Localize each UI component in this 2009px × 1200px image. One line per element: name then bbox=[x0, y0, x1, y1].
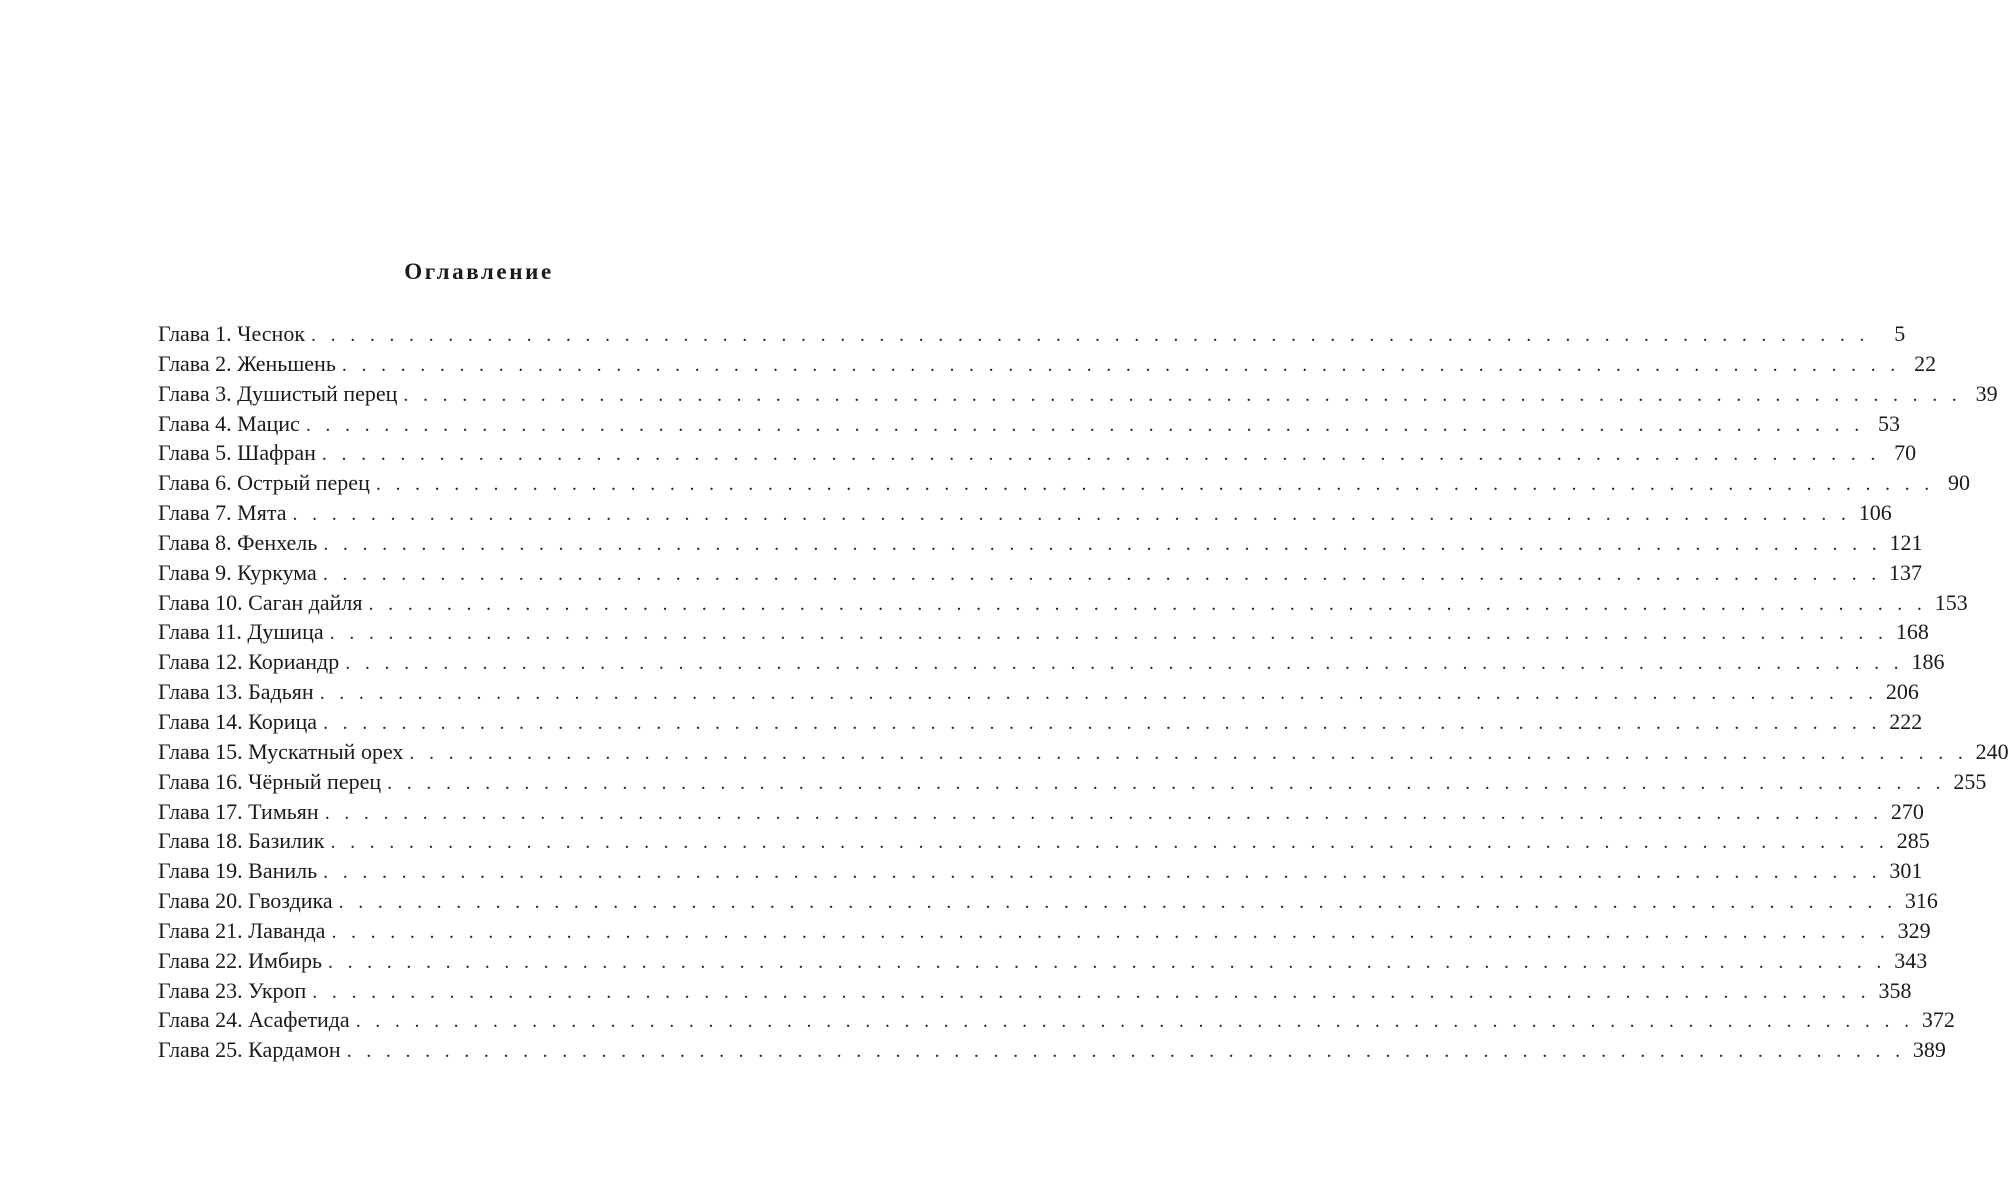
toc-entry bbox=[158, 438, 1917, 468]
toc-entry-label: Глава 4. Мацис bbox=[158, 410, 300, 436]
toc-list bbox=[158, 319, 2009, 1065]
toc-dot-leader: . . . . . . . . . . . . . . . . . . . . . . . . . . . . . . . . . . . . . . . . . . . . . . . . . . . . . . . . . . . . . . . . . . . . . . . . . . . . . . . . bbox=[329, 622, 1888, 645]
toc-dot-leader: . . . . . . . . . . . . . . . . . . . . . . . . . . . . . . . . . . . . . . . . . . . . . . . . . . . . . . . . . . . . . . . . . . . . . . . . . . . . . . . . bbox=[327, 950, 1887, 973]
toc-entry bbox=[158, 498, 1892, 528]
toc-dot-leader: . . . . . . . . . . . . . . . . . . . . . . . . . . . . . . . . . . . . . . . . . . . . . . . . . . . . . . . . . . . . . . . . . . . . . . . . . . . . . . . . bbox=[338, 891, 1897, 914]
toc-entry-label: Глава 2. Женьшень bbox=[158, 350, 336, 376]
toc-entry bbox=[158, 1035, 1946, 1065]
toc-entry bbox=[158, 468, 1971, 498]
toc-entry-label: Глава 18. Базилик bbox=[158, 828, 325, 854]
toc-dot-leader: . . . . . . . . . . . . . . . . . . . . . . . . . . . . . . . . . . . . . . . . . . . . . . . . . . . . . . . . . . . . . . . . . . . . . . . . . . . . . . . . bbox=[292, 503, 1851, 526]
toc-entry-page-number: 206 bbox=[1885, 679, 1919, 705]
toc-entry bbox=[158, 767, 1987, 797]
toc-entry-label: Глава 1. Чеснок bbox=[158, 321, 306, 346]
toc-entry-label: Глава 10. Саган дайля bbox=[158, 589, 363, 615]
toc-entry-page-number: 343 bbox=[1894, 947, 1928, 973]
toc-dot-leader: . . . . . . . . . . . . . . . . . . . . . . . . . . . . . . . . . . . . . . . . . . . . . . . . . . . . . . . . . . . . . . . . . . . . . . . . . . . . . . . . bbox=[346, 1040, 1905, 1063]
toc-entry bbox=[158, 558, 1923, 588]
toc-entry bbox=[158, 319, 1906, 349]
toc-entry-label: Глава 12. Кориандр bbox=[158, 649, 340, 675]
toc-entry-page-number: 329 bbox=[1897, 917, 1931, 943]
toc-dot-leader: . . . . . . . . . . . . . . . . . . . . . . . . . . . . . . . . . . . . . . . . . . . . . . . . . . . . . . . . . . . . . . . . . . . . . . . . . . . . . . . . bbox=[324, 801, 1883, 824]
toc-entry bbox=[158, 826, 1930, 856]
toc-entry-label: Глава 24. Асафетида bbox=[158, 1007, 350, 1033]
toc-entry-page-number: 358 bbox=[1878, 977, 1912, 1003]
toc-title: Оглавление bbox=[404, 259, 554, 284]
toc-entry bbox=[158, 677, 1919, 707]
toc-entry-label: Глава 8. Фенхель bbox=[158, 529, 318, 555]
toc-entry-page-number: 316 bbox=[1904, 888, 1938, 914]
toc-entry-label: Глава 14. Корица bbox=[158, 708, 318, 734]
toc-dot-leader: . . . . . . . . . . . . . . . . . . . . . . . . . . . . . . . . . . . . . . . . . . . . . . . . . . . . . . . . . . . . . . . . . . . . . . . . . . . . . . . . bbox=[345, 652, 1904, 675]
toc-entry bbox=[158, 588, 1968, 618]
toc-dot-leader: . . . . . . . . . . . . . . . . . . . . . . . . . . . . . . . . . . . . . . . . . . . . . . . . . . . . . . . . . . . . . . . . . . . . . . . . . . . . . . . . bbox=[331, 920, 1890, 943]
toc-entry-label: Глава 3. Душистый перец bbox=[158, 380, 398, 406]
toc-entry-page-number: 106 bbox=[1858, 500, 1892, 526]
toc-entry bbox=[158, 409, 1901, 439]
toc-dot-leader: . . . . . . . . . . . . . . . . . . . . . . . . . . . . . . . . . . . . . . . . . . . . . . . . . . . . . . . . . . . . . . . . . . . . . . . . . . . . . . . . bbox=[375, 473, 1935, 496]
toc-entry-page-number: 372 bbox=[1921, 1007, 1955, 1033]
toc-entry bbox=[158, 916, 1931, 946]
toc-entry-page-number: 5 bbox=[1894, 321, 1906, 346]
toc-dot-leader: . . . . . . . . . . . . . . . . . . . . . . . . . . . . . . . . . . . . . . . . . . . . . . . . . . . . . . . . . . . . . . . . . . . . . . . . . . . . . . . . bbox=[387, 771, 1946, 794]
toc-dot-leader: . . . . . . . . . . . . . . . . . . . . . . . . . . . . . . . . . . . . . . . . . . . . . . . . . . . . . . . . . . . . . . . . . . . . . . . . . . . . . . . . bbox=[319, 682, 1878, 705]
toc-dot-leader: . . . . . . . . . . . . . . . . . . . . . . . . . . . . . . . . . . . . . . . . . . . . . . . . . . . . . . . . . . . . . . . . . . . . . . . . . . . . . . . . bbox=[312, 980, 1871, 1003]
toc-entry bbox=[158, 976, 1912, 1006]
toc-entry-label: Глава 13. Бадьян bbox=[158, 679, 314, 705]
toc-entry bbox=[158, 946, 1928, 976]
toc-dot-leader: . . . . . . . . . . . . . . . . . . . . . . . . . . . . . . . . . . . . . . . . . . . . . . . . . . . . . . . . . . . . . . . . . . . . . . . . . . . . . . . . bbox=[321, 443, 1881, 466]
toc-entry-page-number: 153 bbox=[1934, 589, 1968, 615]
toc-dot-leader: . . . . . . . . . . . . . . . . . . . . . . . . . . . . . . . . . . . . . . . . . . . . . . . . . . . . . . . . . . . . . . . . . . . . . . . . . . . . . . . . bbox=[341, 353, 1901, 376]
toc-entry-page-number: 301 bbox=[1889, 858, 1923, 884]
toc-entry-page-number: 222 bbox=[1889, 708, 1923, 734]
toc-entry-page-number: 121 bbox=[1889, 529, 1923, 555]
toc-dot-leader: . . . . . . . . . . . . . . . . . . . . . . . . . . . . . . . . . . . . . . . . . . . . . . . . . . . . . . . . . . . . . . . . . . . . . . . . . . . . . . . . bbox=[368, 592, 1927, 615]
toc-dot-leader: . . . . . . . . . . . . . . . . . . . . . . . . . . . . . . . . . . . . . . . . . . . . . . . . . . . . . . . . . . . . . . . . . . . . . . . . . . . . . . . . bbox=[323, 861, 1882, 884]
toc-entry bbox=[158, 617, 1929, 647]
toc-dot-leader: . . . . . . . . . . . . . . . . . . . . . . . . . . . . . . . . . . . . . . . . . . . . . . . . . . . . . . . . . . . . . . . . . . . . . . . . . . . . . . . . bbox=[330, 831, 1889, 854]
toc-entry bbox=[158, 737, 2009, 767]
toc-dot-leader: . . . . . . . . . . . . . . . . . . . . . . . . . . . . . . . . . . . . . . . . . . . . . . . . . . . . . . . . . . . . . . . . . . . . . . . . . . . . . . . . bbox=[323, 711, 1882, 734]
toc-entry-page-number: 53 bbox=[1878, 410, 1901, 436]
toc-entry-label: Глава 11. Душица bbox=[158, 619, 324, 645]
toc-entry-page-number: 389 bbox=[1912, 1037, 1946, 1063]
toc-entry-label: Глава 5. Шафран bbox=[158, 440, 316, 466]
toc-entry bbox=[158, 707, 1923, 737]
toc-entry-label: Глава 6. Острый перец bbox=[158, 470, 370, 496]
toc-entry-page-number: 70 bbox=[1894, 440, 1917, 466]
toc-dot-leader: . . . . . . . . . . . . . . . . . . . . . . . . . . . . . . . . . . . . . . . . . . . . . . . . . . . . . . . . . . . . . . . . . . . . . . . . . . . . . . . . bbox=[403, 383, 1962, 406]
toc-entry-page-number: 240 bbox=[1975, 738, 2009, 764]
toc-entry bbox=[158, 856, 1923, 886]
toc-entry-label: Глава 7. Мята bbox=[158, 500, 287, 526]
toc-dot-leader: . . . . . . . . . . . . . . . . . . . . . . . . . . . . . . . . . . . . . . . . . . . . . . . . . . . . . . . . . . . . . . . . . . . . . . . . . . . . . . . . bbox=[323, 532, 1882, 555]
toc-entry-page-number: 168 bbox=[1895, 619, 1929, 645]
toc-entry-label: Глава 15. Мускатный орех bbox=[158, 738, 404, 764]
toc-entry bbox=[158, 528, 1923, 558]
toc-entry bbox=[158, 379, 1998, 409]
toc-entry-page-number: 255 bbox=[1953, 768, 1987, 794]
toc-dot-leader: . . . . . . . . . . . . . . . . . . . . . . . . . . . . . . . . . . . . . . . . . . . . . . . . . . . . . . . . . . . . . . . . . . . . . . . . . . . . . . . . bbox=[322, 562, 1882, 585]
toc-entry bbox=[158, 886, 1938, 916]
toc-entry-page-number: 137 bbox=[1889, 559, 1923, 585]
toc-dot-leader: . . . . . . . . . . . . . . . . . . . . . . . . . . . . . . . . . . . . . . . . . . . . . . . . . . . . . . . . . . . . . . . . . . . . . . . . . . . . . . . . bbox=[409, 741, 1968, 764]
toc-entry-page-number: 186 bbox=[1911, 649, 1945, 675]
toc-dot-leader: . . . . . . . . . . . . . . . . . . . . . . . . . . . . . . . . . . . . . . . . . . . . . . . . . . . . . . . . . . . . . . . . . . . . . . . . . . . . . . . . bbox=[305, 413, 1865, 436]
toc-entry-label: Глава 21. Лаванда bbox=[158, 917, 326, 943]
toc-entry bbox=[158, 349, 1937, 379]
toc-entry-label: Глава 17. Тимьян bbox=[158, 798, 319, 824]
toc-entry-label: Глава 19. Ваниль bbox=[158, 858, 318, 884]
toc-entry-label: Глава 22. Имбирь bbox=[158, 947, 322, 973]
toc-dot-leader: . . . . . . . . . . . . . . . . . . . . . . . . . . . . . . . . . . . . . . . . . . . . . . . . . . . . . . . . . . . . . . . . . . . . . . . . . . . . . . . . bbox=[355, 1010, 1914, 1033]
toc-entry-label: Глава 25. Кардамон bbox=[158, 1037, 341, 1063]
toc-entry-label: Глава 23. Укроп bbox=[158, 977, 307, 1003]
toc-entry bbox=[158, 647, 1945, 677]
toc-dot-leader: . . . . . . . . . . . . . . . . . . . . . . . . . . . . . . . . . . . . . . . . . . . . . . . . . . . . . . . . . . . . . . . . . . . . . . . . . . . . . . . . bbox=[311, 324, 1870, 346]
toc-entry-page-number: 39 bbox=[1975, 380, 1998, 406]
toc-entry-page-number: 22 bbox=[1914, 350, 1937, 376]
toc-entry-page-number: 285 bbox=[1896, 828, 1930, 854]
toc-entry-page-number: 270 bbox=[1890, 798, 1924, 824]
toc-entry bbox=[158, 797, 1924, 827]
toc-entry-page-number: 90 bbox=[1948, 470, 1971, 496]
toc-entry-label: Глава 9. Куркума bbox=[158, 559, 317, 585]
toc-entry-label: Глава 16. Чёрный перец bbox=[158, 768, 382, 794]
toc-entry bbox=[158, 1005, 1955, 1035]
toc-entry-label: Глава 20. Гвоздика bbox=[158, 888, 333, 914]
